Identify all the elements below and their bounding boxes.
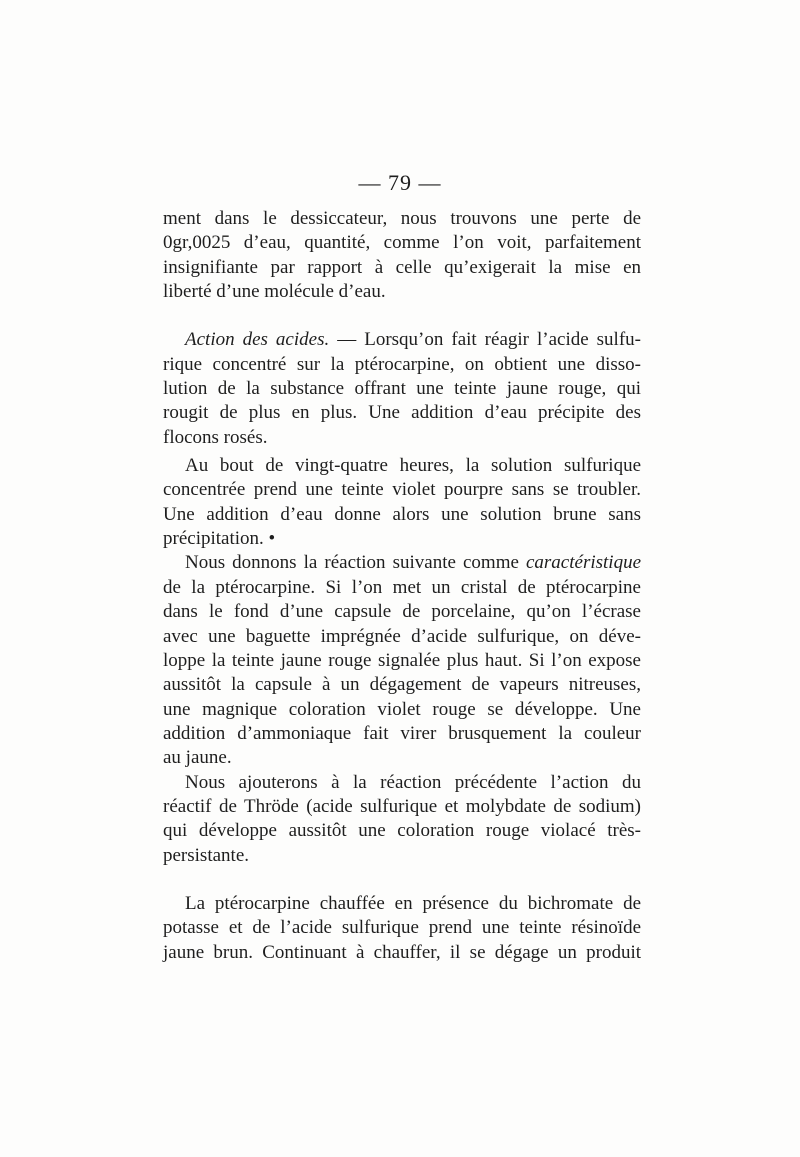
text-line: rougit de plus en plus. Une addition d’eau précipite des (163, 402, 641, 424)
text-line (163, 892, 641, 916)
text-line: précipitation. • (163, 528, 276, 550)
text-line: de la ptérocarpine. Si l’on met un cristal de ptérocarpine (163, 576, 641, 598)
text-run: Nous ajouterons à la réaction précédente l’action du (185, 771, 641, 793)
page-body (163, 207, 641, 965)
paragraph-6 (163, 892, 641, 965)
text-line: une magnique coloration violet rouge se développe. Une (163, 698, 641, 720)
text-line: réactif de Thröde (acide sulfurique et molybdate de sodium) (163, 795, 641, 817)
paragraph-2 (163, 328, 641, 450)
page-number: — 79 — (358, 170, 442, 195)
text-run: Au bout de vingt-quatre heures, la solution sulfurique (185, 455, 641, 477)
text-line: concentrée prend une teinte violet pourpre sans se troubler. (163, 479, 641, 501)
text-run: La ptérocarpine chauffée en présence du bichromate de (185, 892, 641, 914)
text-line: liberté d’une molécule d’eau. (163, 281, 386, 303)
text-line: dans le fond d’une capsule de porcelaine, qu’on l’écrase (163, 601, 641, 623)
text-line: lution de la substance offrant une teinte jaune rouge, qui (163, 378, 641, 400)
text-line: potasse et de l’acide sulfurique prend une teinte résinoïde (163, 917, 641, 939)
paragraph-gap (163, 868, 641, 892)
text-line: addition d’ammoniaque fait virer brusquement la couleur (163, 722, 641, 744)
text-line: insignifiante par rapport à celle qu’exigerait la mise en (163, 256, 641, 278)
paragraph-gap (163, 304, 641, 328)
text-line: qui développe aussitôt une coloration rouge violacé très- (163, 820, 641, 842)
text-line: 0gr,0025 d’eau, quantité, comme l’on voit, parfaitement (163, 232, 641, 254)
text-line (163, 551, 641, 575)
text-run: Nous donnons la réaction suivante comme (185, 552, 526, 574)
emphasis-text: caractéristique (525, 552, 641, 574)
paragraph-4 (163, 551, 641, 770)
text-line: loppe la teinte jaune rouge signalée plus haut. Si l’on expose (163, 649, 641, 671)
text-line: aussitôt la capsule à un dégagement de vapeurs nitreuses, (163, 674, 641, 696)
text-line: jaune brun. Continuant à chauffer, il se dégage un produit (163, 941, 641, 963)
text-run: — Lorsqu’on fait réagir l’acide sulfu- (329, 329, 641, 351)
paragraph-3 (163, 454, 641, 551)
text-line: persistante. (163, 844, 250, 866)
text-line: flocons rosés. (163, 426, 268, 448)
text-line: Une addition d’eau donne alors une solution brune sans (163, 503, 641, 525)
paragraph-1 (163, 207, 641, 304)
paragraph-5 (163, 771, 641, 868)
text-line: avec une baguette imprégnée d’acide sulfurique, on déve- (163, 625, 641, 647)
text-line: au jaune. (163, 747, 232, 769)
text-line (163, 328, 641, 352)
section-heading: Action des acides. (185, 329, 330, 351)
text-line (163, 771, 641, 795)
text-line: rique concentré sur la ptérocarpine, on obtient une disso- (163, 353, 641, 375)
text-line (163, 454, 641, 478)
text-line: ment dans le dessiccateur, nous trouvons une perte de (163, 208, 641, 229)
